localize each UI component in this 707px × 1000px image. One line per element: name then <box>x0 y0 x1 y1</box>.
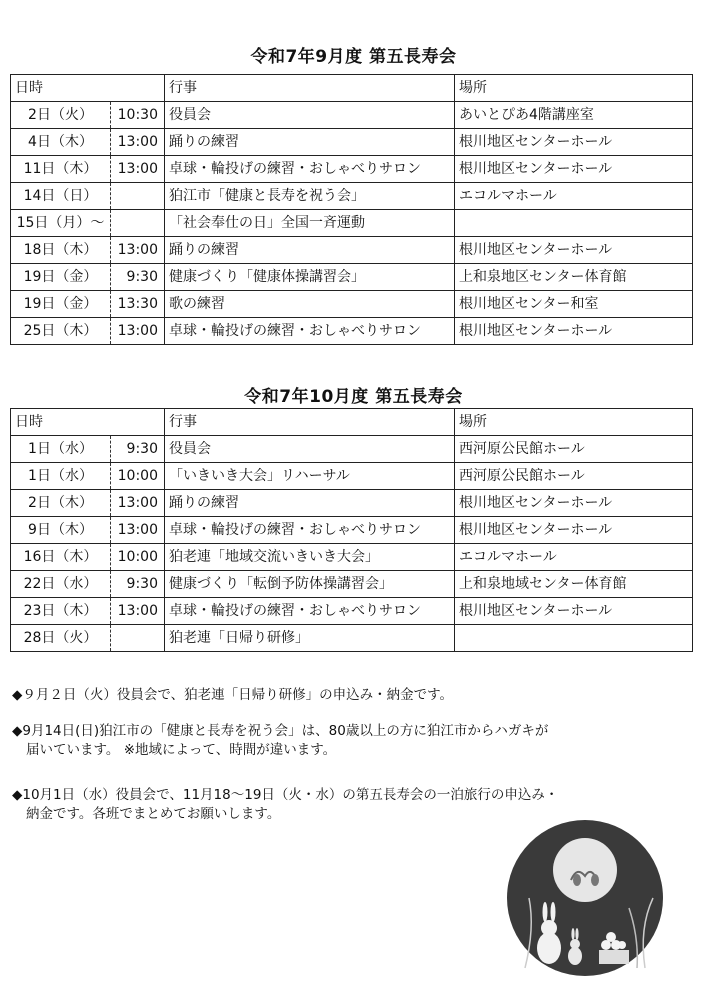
date-cell: 22日（水） <box>11 571 111 598</box>
header-event: 行事 <box>165 75 455 102</box>
time-cell: 9:30 <box>111 436 165 463</box>
time-cell: 13:00 <box>111 490 165 517</box>
time-cell: 10:00 <box>111 463 165 490</box>
table-row <box>11 490 693 517</box>
place-cell <box>455 625 693 652</box>
date-cell: 18日（木） <box>11 237 111 264</box>
table-row <box>11 598 693 625</box>
moon-viewing-rabbits-illustration <box>505 818 665 978</box>
date-cell: 19日（金） <box>11 264 111 291</box>
time-cell: 13:00 <box>111 237 165 264</box>
event-cell: 狛老連「地域交流いきいき大会」 <box>165 544 455 571</box>
header-place: 場所 <box>455 409 693 436</box>
september-title: 令和7年9月度 第五長寿会 <box>250 47 457 67</box>
note-oct-1 <box>12 786 558 824</box>
table-row <box>11 210 693 237</box>
date-cell: 11日（木） <box>11 156 111 183</box>
note-sep-14 <box>12 722 548 760</box>
date-cell: 19日（金） <box>11 291 111 318</box>
table-row <box>11 517 693 544</box>
header-date: 日時 <box>11 75 165 102</box>
place-cell: 根川地区センターホール <box>455 517 693 544</box>
october-schedule-table <box>10 408 693 652</box>
event-cell: 歌の練習 <box>165 291 455 318</box>
table-row <box>11 544 693 571</box>
note-sep-2 <box>12 686 453 705</box>
place-cell: 西河原公民館ホール <box>455 463 693 490</box>
note-text: 納金です。各班でまとめてお願いします。 <box>26 806 281 822</box>
september-schedule-table <box>10 74 693 345</box>
date-cell: 25日（木） <box>11 318 111 345</box>
date-cell: 28日（火） <box>11 625 111 652</box>
table-row <box>11 156 693 183</box>
time-cell: 13:00 <box>111 318 165 345</box>
table-row <box>11 129 693 156</box>
time-cell <box>111 625 165 652</box>
table-row <box>11 318 693 345</box>
time-cell: 13:00 <box>111 156 165 183</box>
time-cell: 13:30 <box>111 291 165 318</box>
time-cell <box>111 210 165 237</box>
place-cell: 西河原公民館ホール <box>455 436 693 463</box>
time-cell: 9:30 <box>111 264 165 291</box>
table-row <box>11 436 693 463</box>
event-cell: 「社会奉仕の日」全国一斉運動 <box>165 210 455 237</box>
september-rows <box>11 102 693 345</box>
table-header-row <box>11 75 693 102</box>
place-cell <box>455 210 693 237</box>
event-cell: 卓球・輪投げの練習・おしゃべりサロン <box>165 156 455 183</box>
table-row <box>11 463 693 490</box>
event-cell: 卓球・輪投げの練習・おしゃべりサロン <box>165 517 455 544</box>
place-cell: あいとぴあ4階講座室 <box>455 102 693 129</box>
october-rows <box>11 436 693 652</box>
event-cell: 踊りの練習 <box>165 129 455 156</box>
place-cell: エコルマホール <box>455 183 693 210</box>
event-cell: 踊りの練習 <box>165 237 455 264</box>
place-cell: 根川地区センターホール <box>455 156 693 183</box>
date-cell: 9日（木） <box>11 517 111 544</box>
time-cell: 10:30 <box>111 102 165 129</box>
date-cell: 15日（月）～ <box>11 210 111 237</box>
header-event: 行事 <box>165 409 455 436</box>
event-cell: 狛老連「日帰り研修」 <box>165 625 455 652</box>
event-cell: 狛江市「健康と長寿を祝う会」 <box>165 183 455 210</box>
table-row <box>11 625 693 652</box>
table-header-row <box>11 409 693 436</box>
note-text: ◆10月1日（水）役員会で、11月18～19日（火・水）の第五長寿会の一泊旅行の申込み・ <box>12 787 559 803</box>
place-cell: 根川地区センターホール <box>455 129 693 156</box>
time-cell: 10:00 <box>111 544 165 571</box>
event-cell: 健康づくり「転倒予防体操講習会」 <box>165 571 455 598</box>
place-cell: 根川地区センターホール <box>455 237 693 264</box>
event-cell: 健康づくり「健康体操講習会」 <box>165 264 455 291</box>
october-title: 令和7年10月度 第五長寿会 <box>244 387 463 407</box>
place-cell: エコルマホール <box>455 544 693 571</box>
date-cell: 4日（木） <box>11 129 111 156</box>
time-cell: 13:00 <box>111 517 165 544</box>
time-cell: 9:30 <box>111 571 165 598</box>
place-cell: 根川地区センターホール <box>455 318 693 345</box>
time-cell: 13:00 <box>111 598 165 625</box>
event-cell: 役員会 <box>165 436 455 463</box>
event-cell: 「いきいき大会」リハーサル <box>165 463 455 490</box>
header-date: 日時 <box>11 409 165 436</box>
note-text: 届いています。 ※地域によって、時間が違います。 <box>26 742 337 758</box>
time-cell <box>111 183 165 210</box>
place-cell: 根川地区センターホール <box>455 490 693 517</box>
table-row <box>11 264 693 291</box>
date-cell: 14日（日） <box>11 183 111 210</box>
note-text: ◆９月２日（火）役員会で、狛老連「日帰り研修」の申込み・納金です。 <box>12 687 454 703</box>
place-cell: 根川地区センター和室 <box>455 291 693 318</box>
date-cell: 2日（木） <box>11 490 111 517</box>
date-cell: 23日（木） <box>11 598 111 625</box>
table-row <box>11 291 693 318</box>
date-cell: 1日（水） <box>11 436 111 463</box>
event-cell: 役員会 <box>165 102 455 129</box>
date-cell: 1日（水） <box>11 463 111 490</box>
event-cell: 踊りの練習 <box>165 490 455 517</box>
note-text: ◆9月14日(日)狛江市の「健康と長寿を祝う会」は、80歳以上の方に狛江市からハガキが <box>12 723 549 739</box>
table-row <box>11 183 693 210</box>
date-cell: 2日（火） <box>11 102 111 129</box>
time-cell: 13:00 <box>111 129 165 156</box>
place-cell: 根川地区センターホール <box>455 598 693 625</box>
event-cell: 卓球・輪投げの練習・おしゃべりサロン <box>165 318 455 345</box>
event-cell: 卓球・輪投げの練習・おしゃべりサロン <box>165 598 455 625</box>
table-row <box>11 102 693 129</box>
header-place: 場所 <box>455 75 693 102</box>
date-cell: 16日（木） <box>11 544 111 571</box>
place-cell: 上和泉地区センター体育館 <box>455 264 693 291</box>
place-cell: 上和泉地域センター体育館 <box>455 571 693 598</box>
table-row <box>11 571 693 598</box>
table-row <box>11 237 693 264</box>
